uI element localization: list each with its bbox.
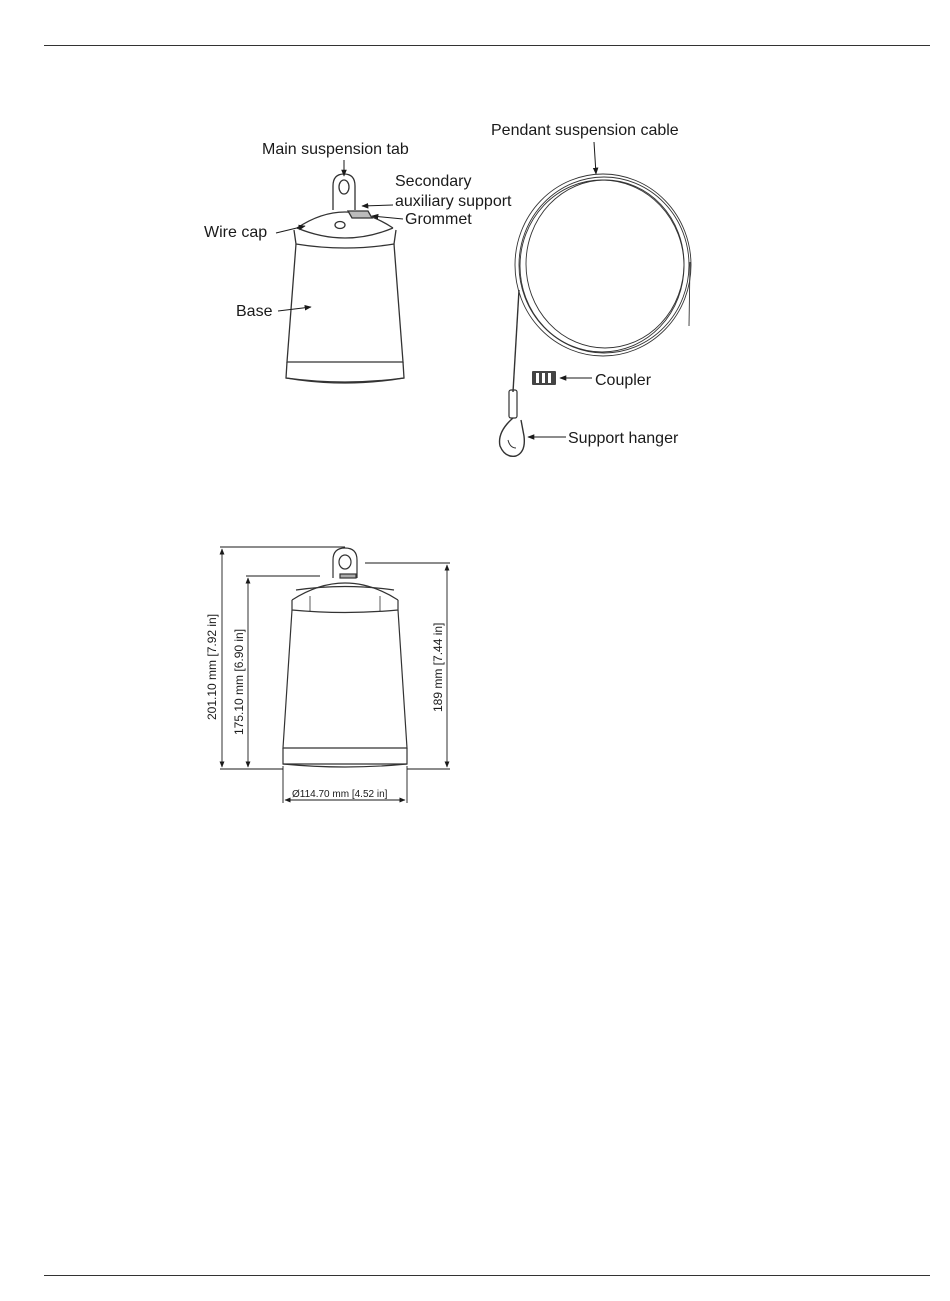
- label-coupler: Coupler: [595, 372, 652, 389]
- base-body-shape: [287, 244, 403, 362]
- dim-side-height: 189 mm [7.44 in]: [431, 622, 445, 712]
- label-support-hanger: Support hanger: [568, 430, 679, 447]
- arrow-secondary-support: [362, 205, 393, 206]
- dim-diameter: Ø114.70 mm [4.52 in]: [292, 789, 388, 800]
- pendant-cable-illustration: [500, 174, 691, 456]
- label-secondary-line2: auxiliary support: [395, 193, 512, 210]
- label-secondary-line1: Secondary: [395, 173, 472, 190]
- dimension-speaker-illustration: [283, 548, 407, 767]
- arrow-base: [278, 307, 311, 311]
- arrow-pendant-cable: [594, 142, 596, 174]
- coupler-shape: [532, 371, 556, 385]
- dim-body-height: 175.10 mm [6.90 in]: [232, 628, 246, 735]
- label-wire-cap: Wire cap: [204, 224, 268, 241]
- label-base: Base: [236, 303, 273, 320]
- grommet-shape: [348, 211, 372, 218]
- label-grommet: Grommet: [405, 211, 472, 228]
- label-main-suspension-tab: Main suspension tab: [262, 141, 409, 158]
- support-hanger-shape: [500, 418, 525, 456]
- dim-overall-height: 201.10 mm [7.92 in]: [205, 613, 219, 720]
- label-pendant-cable: Pendant suspension cable: [491, 122, 679, 139]
